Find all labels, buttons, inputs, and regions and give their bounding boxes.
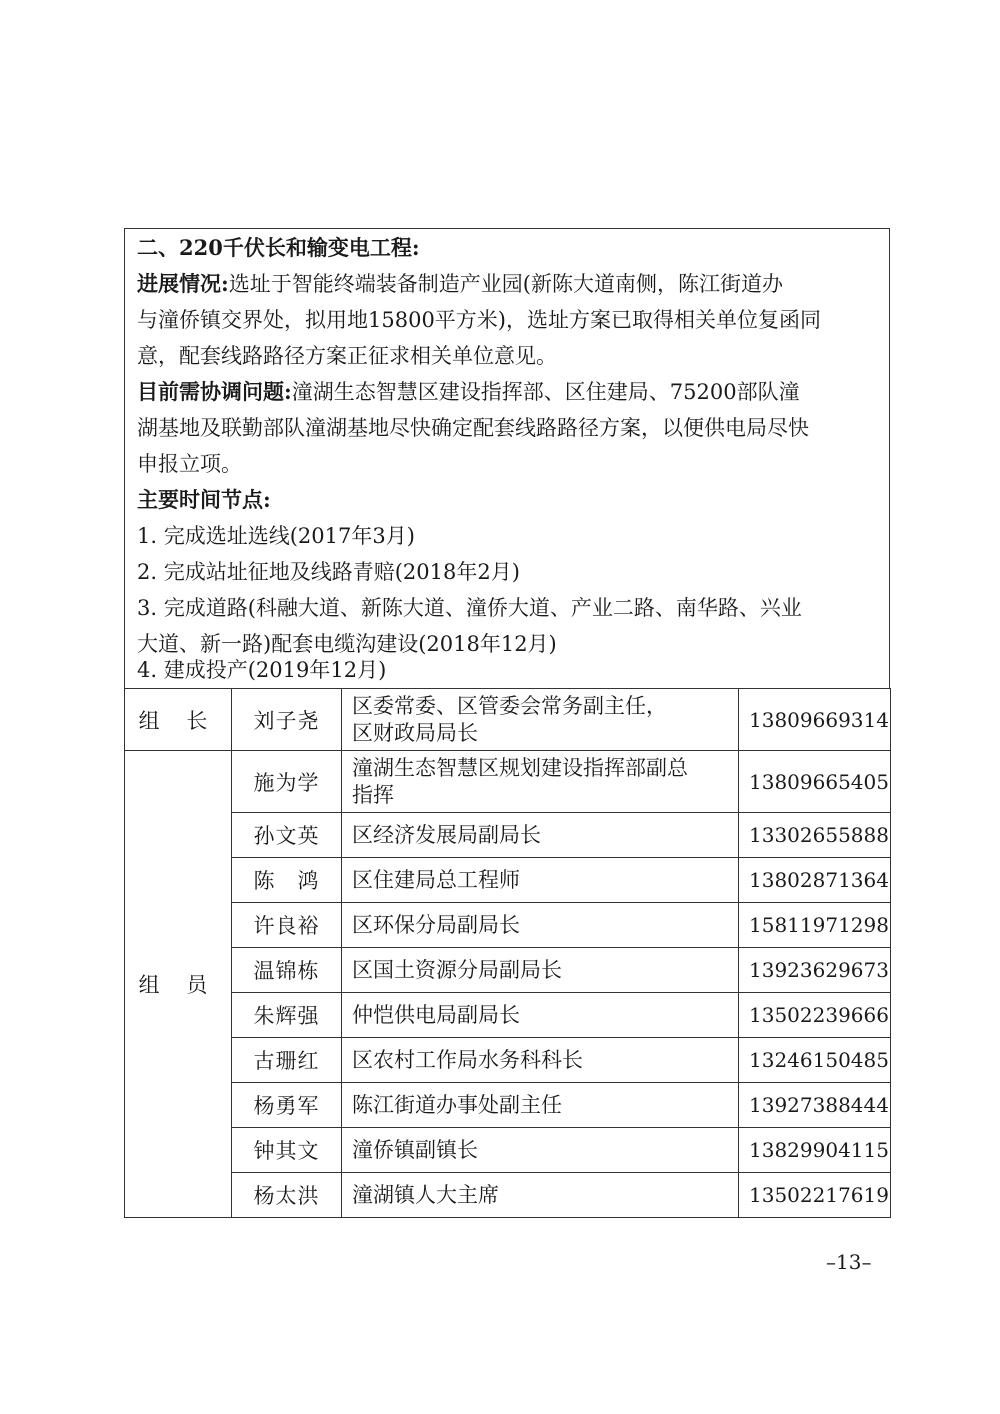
issue-label: 目前需协调问题: <box>137 379 292 404</box>
member-name: 施为学 <box>232 751 342 813</box>
leader-position-line-1: 区委常委、区管委会常务副主任， <box>352 693 667 718</box>
member-phone: 13927388444 <box>739 1083 891 1128</box>
member-phone: 15811971298 <box>739 903 891 948</box>
member-name: 温锦栋 <box>232 948 342 993</box>
member-position-line: 陈江街道办事处副主任 <box>352 1092 562 1117</box>
member-position <box>342 1038 739 1083</box>
timeline-item-2: 2. 完成站址征地及线路青赔(2018年2月) <box>137 560 520 584</box>
member-phone: 13923629673 <box>739 948 891 993</box>
member-position <box>342 903 739 948</box>
section-title: 二、220千伏长和输变电工程: <box>137 235 420 260</box>
progress-line-1 <box>137 271 783 297</box>
issue-line-1 <box>137 379 800 405</box>
member-position-line: 潼侨镇副镇长 <box>352 1137 478 1162</box>
timeline-label: 主要时间节点: <box>137 487 271 512</box>
member-position <box>342 813 739 858</box>
progress-text-1: 选址于智能终端装备制造产业园(新陈大道南侧，陈江街道办 <box>228 272 783 296</box>
member-name: 古珊红 <box>232 1038 342 1083</box>
leader-name: 刘子尧 <box>232 689 342 751</box>
issue-line-2: 湖基地及联勤部队潼湖基地尽快确定配套线路路径方案，以便供电局尽快 <box>137 416 809 440</box>
progress-line-2: 与潼侨镇交界处，拟用地15800平方米)，选址方案已取得相关单位复函同 <box>137 308 821 332</box>
member-position <box>342 948 739 993</box>
member-position-line: 指挥 <box>352 782 394 807</box>
table-row <box>125 813 891 858</box>
member-position <box>342 751 739 813</box>
leader-row <box>125 689 891 751</box>
member-position-line: 区环保分局副局长 <box>352 912 520 937</box>
member-phone: 13502239666 <box>739 993 891 1038</box>
leader-role: 组 长 <box>125 689 232 751</box>
table-row <box>125 1128 891 1173</box>
project-frame <box>124 228 890 1218</box>
table-row <box>125 858 891 903</box>
leader-position-line-2: 区财政局局长 <box>352 720 478 745</box>
issue-line-3: 申报立项。 <box>137 452 242 476</box>
timeline-item-3: 3. 完成道路(科融大道、新陈大道、潼侨大道、产业二路、南华路、兴业 <box>137 596 802 620</box>
member-phone: 13302655888 <box>739 813 891 858</box>
member-name: 陈 鸿 <box>232 858 342 903</box>
issue-text-1: 潼湖生态智慧区建设指挥部、区住建局、75200部队潼 <box>291 380 800 404</box>
member-position-line: 仲恺供电局副局长 <box>352 1002 520 1027</box>
member-position-line: 区经济发展局副局长 <box>352 822 541 847</box>
member-phone: 13502217619 <box>739 1173 891 1218</box>
member-position <box>342 1083 739 1128</box>
member-name: 朱辉强 <box>232 993 342 1038</box>
team-table <box>124 688 891 1218</box>
member-position <box>342 858 739 903</box>
member-position <box>342 1128 739 1173</box>
member-name: 杨勇军 <box>232 1083 342 1128</box>
progress-line-3: 意，配套线路路径方案正征求相关单位意见。 <box>137 344 557 368</box>
leader-phone: 13809669314 <box>739 689 891 751</box>
member-position <box>342 1173 739 1218</box>
member-phone: 13802871364 <box>739 858 891 903</box>
table-row <box>125 1173 891 1218</box>
table-row <box>125 751 891 813</box>
member-name: 许良裕 <box>232 903 342 948</box>
timeline-item-4: 4. 建成投产(2019年12月) <box>137 658 387 682</box>
page-number: –13– <box>826 1250 872 1274</box>
project-description-box <box>124 228 890 688</box>
member-phone: 13246150485 <box>739 1038 891 1083</box>
member-phone: 13809665405 <box>739 751 891 813</box>
member-name: 孙文英 <box>232 813 342 858</box>
leader-position <box>342 689 739 751</box>
member-position-line: 区农村工作局水务科科长 <box>352 1047 583 1072</box>
table-row <box>125 903 891 948</box>
member-position-line: 潼湖镇人大主席 <box>352 1182 499 1207</box>
member-position <box>342 993 739 1038</box>
table-row <box>125 993 891 1038</box>
table-row <box>125 948 891 993</box>
table-row <box>125 1038 891 1083</box>
progress-label: 进展情况: <box>137 271 229 296</box>
timeline-item-1: 1. 完成选址选线(2017年3月) <box>137 524 415 548</box>
member-name: 杨太洪 <box>232 1173 342 1218</box>
member-name: 钟其文 <box>232 1128 342 1173</box>
member-position-line: 区住建局总工程师 <box>352 867 520 892</box>
member-position-line: 区国土资源分局副局长 <box>352 957 562 982</box>
member-phone: 13829904115 <box>739 1128 891 1173</box>
table-row <box>125 1083 891 1128</box>
timeline-item-3-cont: 大道、新一路)配套电缆沟建设(2018年12月) <box>137 632 557 656</box>
members-role: 组 员 <box>125 751 232 1218</box>
member-position-line: 潼湖生态智慧区规划建设指挥部副总 <box>352 755 688 780</box>
